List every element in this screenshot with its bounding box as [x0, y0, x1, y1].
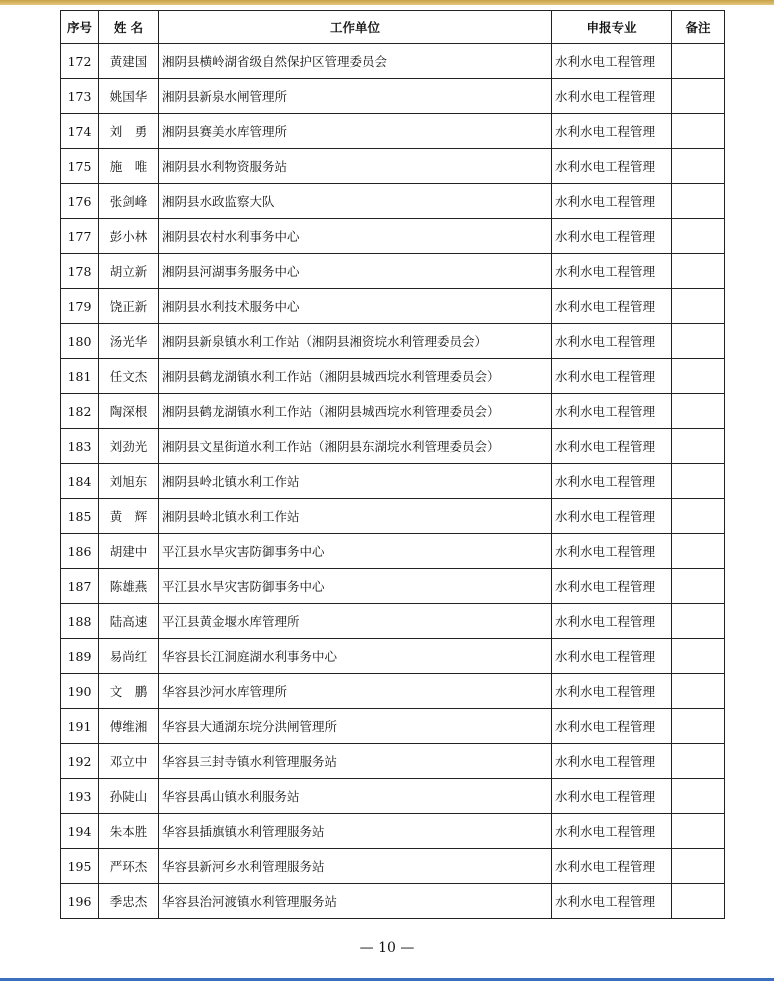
cell-unit: 湘阴县横岭湖省级自然保护区管理委员会 — [159, 44, 552, 79]
top-decorative-bar — [0, 0, 774, 5]
cell-no: 172 — [61, 44, 99, 79]
cell-no: 179 — [61, 289, 99, 324]
cell-name: 胡建中 — [99, 534, 159, 569]
table-row — [61, 219, 725, 254]
table-row — [61, 744, 725, 779]
cell-name: 孙陡山 — [99, 779, 159, 814]
cell-unit: 湘阴县新泉水闸管理所 — [159, 79, 552, 114]
cell-major: 水利水电工程管理 — [552, 114, 672, 149]
cell-unit: 湘阴县水利物资服务站 — [159, 149, 552, 184]
cell-remark — [672, 814, 725, 849]
cell-remark — [672, 499, 725, 534]
cell-major: 水利水电工程管理 — [552, 464, 672, 499]
cell-major: 水利水电工程管理 — [552, 534, 672, 569]
cell-remark — [672, 324, 725, 359]
table-row — [61, 429, 725, 464]
cell-name: 傅维湘 — [99, 709, 159, 744]
table-row — [61, 709, 725, 744]
cell-unit: 华容县新河乡水利管理服务站 — [159, 849, 552, 884]
cell-remark — [672, 289, 725, 324]
cell-major: 水利水电工程管理 — [552, 499, 672, 534]
cell-major: 水利水电工程管理 — [552, 604, 672, 639]
cell-name: 姚国华 — [99, 79, 159, 114]
cell-major: 水利水电工程管理 — [552, 709, 672, 744]
cell-no: 173 — [61, 79, 99, 114]
cell-no: 182 — [61, 394, 99, 429]
cell-major: 水利水电工程管理 — [552, 324, 672, 359]
table-row — [61, 254, 725, 289]
table-row — [61, 114, 725, 149]
table-row — [61, 674, 725, 709]
cell-remark — [672, 394, 725, 429]
cell-major: 水利水电工程管理 — [552, 394, 672, 429]
cell-unit: 湘阴县岭北镇水利工作站 — [159, 499, 552, 534]
cell-name: 朱本胜 — [99, 814, 159, 849]
cell-major: 水利水电工程管理 — [552, 184, 672, 219]
page-number: — 10 — — [359, 940, 415, 956]
cell-major: 水利水电工程管理 — [552, 779, 672, 814]
cell-remark — [672, 534, 725, 569]
cell-unit: 平江县水旱灾害防御事务中心 — [159, 569, 552, 604]
table-row — [61, 289, 725, 324]
cell-remark — [672, 44, 725, 79]
table-row — [61, 534, 725, 569]
table-row — [61, 499, 725, 534]
header-remark: 备注 — [672, 11, 725, 44]
cell-name: 张剑峰 — [99, 184, 159, 219]
header-no: 序号 — [61, 11, 99, 44]
cell-no: 176 — [61, 184, 99, 219]
cell-name: 陆高速 — [99, 604, 159, 639]
cell-unit: 湘阴县水政监察大队 — [159, 184, 552, 219]
cell-name: 胡立新 — [99, 254, 159, 289]
cell-no: 196 — [61, 884, 99, 919]
table-row — [61, 849, 725, 884]
cell-remark — [672, 709, 725, 744]
cell-name: 严环杰 — [99, 849, 159, 884]
cell-major: 水利水电工程管理 — [552, 359, 672, 394]
table-row — [61, 79, 725, 114]
table-row — [61, 324, 725, 359]
cell-remark — [672, 604, 725, 639]
cell-unit: 平江县黄金堰水库管理所 — [159, 604, 552, 639]
cell-unit: 湘阴县文星街道水利工作站（湘阴县东湖垸水利管理委员会） — [159, 429, 552, 464]
cell-name: 施 唯 — [99, 149, 159, 184]
cell-remark — [672, 464, 725, 499]
cell-major: 水利水电工程管理 — [552, 429, 672, 464]
cell-major: 水利水电工程管理 — [552, 289, 672, 324]
roster-table — [60, 10, 725, 919]
cell-no: 193 — [61, 779, 99, 814]
cell-unit: 湘阴县岭北镇水利工作站 — [159, 464, 552, 499]
cell-no: 184 — [61, 464, 99, 499]
cell-unit: 湘阴县鹤龙湖镇水利工作站（湘阴县城西垸水利管理委员会） — [159, 359, 552, 394]
cell-name: 陈雄燕 — [99, 569, 159, 604]
table-row — [61, 639, 725, 674]
cell-no: 181 — [61, 359, 99, 394]
cell-remark — [672, 219, 725, 254]
cell-remark — [672, 429, 725, 464]
cell-unit: 湘阴县赛美水库管理所 — [159, 114, 552, 149]
cell-no: 191 — [61, 709, 99, 744]
cell-remark — [672, 744, 725, 779]
cell-remark — [672, 149, 725, 184]
cell-no: 187 — [61, 569, 99, 604]
cell-no: 194 — [61, 814, 99, 849]
cell-unit: 湘阴县鹤龙湖镇水利工作站（湘阴县城西垸水利管理委员会） — [159, 394, 552, 429]
cell-remark — [672, 79, 725, 114]
cell-unit: 华容县禹山镇水利服务站 — [159, 779, 552, 814]
cell-unit: 华容县插旗镇水利管理服务站 — [159, 814, 552, 849]
cell-name: 汤光华 — [99, 324, 159, 359]
cell-major: 水利水电工程管理 — [552, 149, 672, 184]
cell-major: 水利水电工程管理 — [552, 849, 672, 884]
cell-no: 190 — [61, 674, 99, 709]
header-unit: 工作单位 — [159, 11, 552, 44]
cell-remark — [672, 639, 725, 674]
cell-name: 饶正新 — [99, 289, 159, 324]
cell-no: 180 — [61, 324, 99, 359]
cell-major: 水利水电工程管理 — [552, 254, 672, 289]
cell-name: 邓立中 — [99, 744, 159, 779]
cell-remark — [672, 569, 725, 604]
cell-remark — [672, 849, 725, 884]
cell-unit: 湘阴县新泉镇水利工作站（湘阴县湘资垸水利管理委员会） — [159, 324, 552, 359]
cell-no: 192 — [61, 744, 99, 779]
table-row — [61, 884, 725, 919]
header-name: 姓 名 — [99, 11, 159, 44]
cell-unit: 华容县治河渡镇水利管理服务站 — [159, 884, 552, 919]
cell-unit: 平江县水旱灾害防御事务中心 — [159, 534, 552, 569]
cell-major: 水利水电工程管理 — [552, 814, 672, 849]
cell-no: 185 — [61, 499, 99, 534]
cell-no: 186 — [61, 534, 99, 569]
cell-name: 刘 勇 — [99, 114, 159, 149]
cell-name: 季忠杰 — [99, 884, 159, 919]
cell-unit: 华容县三封寺镇水利管理服务站 — [159, 744, 552, 779]
cell-major: 水利水电工程管理 — [552, 219, 672, 254]
table-row — [61, 814, 725, 849]
cell-name: 陶深根 — [99, 394, 159, 429]
cell-name: 黄 辉 — [99, 499, 159, 534]
cell-remark — [672, 254, 725, 289]
cell-name: 刘旭东 — [99, 464, 159, 499]
cell-remark — [672, 359, 725, 394]
cell-remark — [672, 779, 725, 814]
cell-major: 水利水电工程管理 — [552, 744, 672, 779]
cell-remark — [672, 884, 725, 919]
cell-unit: 湘阴县水利技术服务中心 — [159, 289, 552, 324]
cell-major: 水利水电工程管理 — [552, 79, 672, 114]
cell-name: 易尚红 — [99, 639, 159, 674]
cell-unit: 华容县沙河水库管理所 — [159, 674, 552, 709]
cell-name: 黄建国 — [99, 44, 159, 79]
cell-major: 水利水电工程管理 — [552, 674, 672, 709]
cell-major: 水利水电工程管理 — [552, 639, 672, 674]
header-major: 申报专业 — [552, 11, 672, 44]
cell-no: 175 — [61, 149, 99, 184]
table-row — [61, 184, 725, 219]
cell-name: 任文杰 — [99, 359, 159, 394]
cell-remark — [672, 114, 725, 149]
cell-unit: 湘阴县河湖事务服务中心 — [159, 254, 552, 289]
table-header-row — [61, 11, 725, 44]
cell-remark — [672, 184, 725, 219]
cell-no: 177 — [61, 219, 99, 254]
cell-major: 水利水电工程管理 — [552, 44, 672, 79]
cell-unit: 华容县长江洞庭湖水利事务中心 — [159, 639, 552, 674]
cell-no: 178 — [61, 254, 99, 289]
cell-no: 183 — [61, 429, 99, 464]
cell-unit: 华容县大通湖东垸分洪闸管理所 — [159, 709, 552, 744]
table-row — [61, 464, 725, 499]
cell-name: 文 鹏 — [99, 674, 159, 709]
cell-no: 189 — [61, 639, 99, 674]
table-row — [61, 44, 725, 79]
cell-no: 195 — [61, 849, 99, 884]
table-row — [61, 394, 725, 429]
cell-no: 174 — [61, 114, 99, 149]
table-row — [61, 359, 725, 394]
table-row — [61, 604, 725, 639]
cell-no: 188 — [61, 604, 99, 639]
table-row — [61, 569, 725, 604]
cell-major: 水利水电工程管理 — [552, 884, 672, 919]
table-body — [61, 44, 725, 919]
table-row — [61, 779, 725, 814]
cell-major: 水利水电工程管理 — [552, 569, 672, 604]
cell-name: 彭小林 — [99, 219, 159, 254]
cell-remark — [672, 674, 725, 709]
table-row — [61, 149, 725, 184]
cell-name: 刘劲光 — [99, 429, 159, 464]
cell-unit: 湘阴县农村水利事务中心 — [159, 219, 552, 254]
